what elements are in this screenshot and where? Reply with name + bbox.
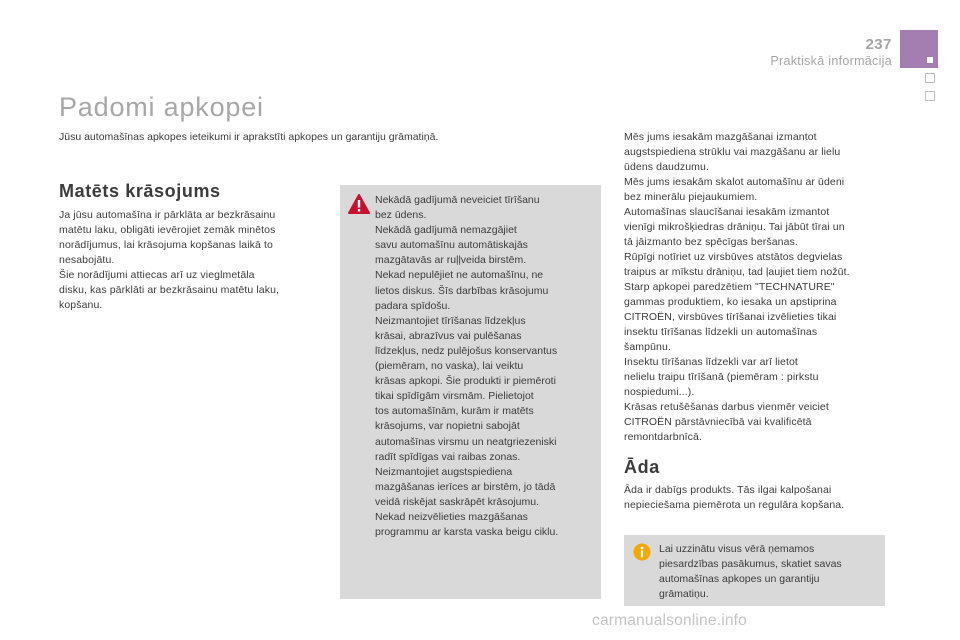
matt-paint-heading: Matēts krāsojums (59, 181, 221, 201)
info-icon (633, 543, 651, 561)
warning-text: Nekādā gadījumā neveiciet tīrīšanu bez ūdens. Nekādā gadījumā nemazgājiet savu automašīnu automātiskajās mazgātavās ar ruļļveida birstēm. Nekad nepulējiet ne automašīnu, ne lietos diskus. Šīs darbības krāsojumu padara spīdošu. Neizmantojiet tīrīšanas līdzekļus krāsai, abrazīvus vai pulēšanas līdzekļus, nedz pulējošus konservantus (piemēram, no vaska), lai veiktu krāsas apkopi. Šie produkti ir piemēroti tikai spīdīgām virsmām. Pielietojot tos automašīnām, kurām ir matēts krāsojums, var nopietni sabojāt automašīnas virsmu un neatgriezeniski radīt spīdīgas vai raibas zonas. Neizmantojiet augstspiediena mazgāšanas ierīces ar birstēm, jo tādā veidā riskējat saskrāpēt krāsojumu. Nekad neizvēlieties mazgāšanas programmu ar karsta vaska beigu ciklu. (375, 194, 559, 539)
section-tab (900, 30, 938, 68)
recommendations-body: Mēs jums iesakām mazgāšanai izmantot augstspiediena strūklu vai mazgāšanu ar lielu ūdens daudzumu. Mēs jums iesakām skalot automašīnu ar ūdeni bez minerālu piejaukumiem. Automašīnas slaucīšanai iesakām izmantot vienīgi mikrošķiedras drāniņu. Tai jābūt tīrai un tā jāizmanto bez spēcīgas beršanas. Rūpīgi notīriet uz virsbūves atstātos degvielas traipus ar mīkstu drāniņu, tad ļaujiet tiem nožūt. Starp apkopei paredzētiem "TECHNATURE" gammas produktiem, ko iesaka un apstiprina CITROËN, virsbūves tīrīšanai izvēlieties tikai insektu tīrīšanas līdzekli un automašīnas šampūnu. Insektu tīrīšanas līdzekli var arī lietot nelielu traipu tīrīšanā (piemēram : pirkstu nospiedumi...). Krāsas retušēšanas darbus vienmēr veiciet CITROËN pārstāvniecībā vai kvalificētā remontdarbnīcā. (624, 131, 850, 443)
page-number: 237 (865, 36, 892, 53)
warning-icon (348, 194, 370, 214)
watermark: carmanualsonline.info (592, 612, 747, 629)
section-tab-empty-2 (925, 91, 935, 101)
info-text: Lai uzzinātu visus vērā ņemamos piesardzības pasākumus, skatiet savas automašīnas apkopes un garantiju grāmatiņu. (659, 543, 842, 600)
leather-heading: Āda (624, 457, 660, 477)
intro-text: Jūsu automašīnas apkopes ieteikumi ir aprakstīti apkopes un garantiju grāmatiņā. (59, 131, 439, 143)
page-title: Padomi apkopei (59, 92, 264, 122)
leather-body: Āda ir dabīgs produkts. Tās ilgai kalpošanai nepieciešama piemērota un regulāra kopšana. (624, 484, 845, 511)
section-label: Praktiskā informācija (770, 54, 892, 68)
section-tab-empty-1 (925, 73, 935, 83)
matt-paint-body: Ja jūsu automašīna ir pārklāta ar bezkrāsainu matētu laku, obligāti ievērojiet zemāk minētos norādījumus, lai krāsojuma kopšanas laikā to nesabojātu. Šie norādījumi attiecas arī uz vieglmetāla disku, kas pārklāti ar bezkrāsainu matētu laku, kopšanu. (59, 209, 280, 311)
